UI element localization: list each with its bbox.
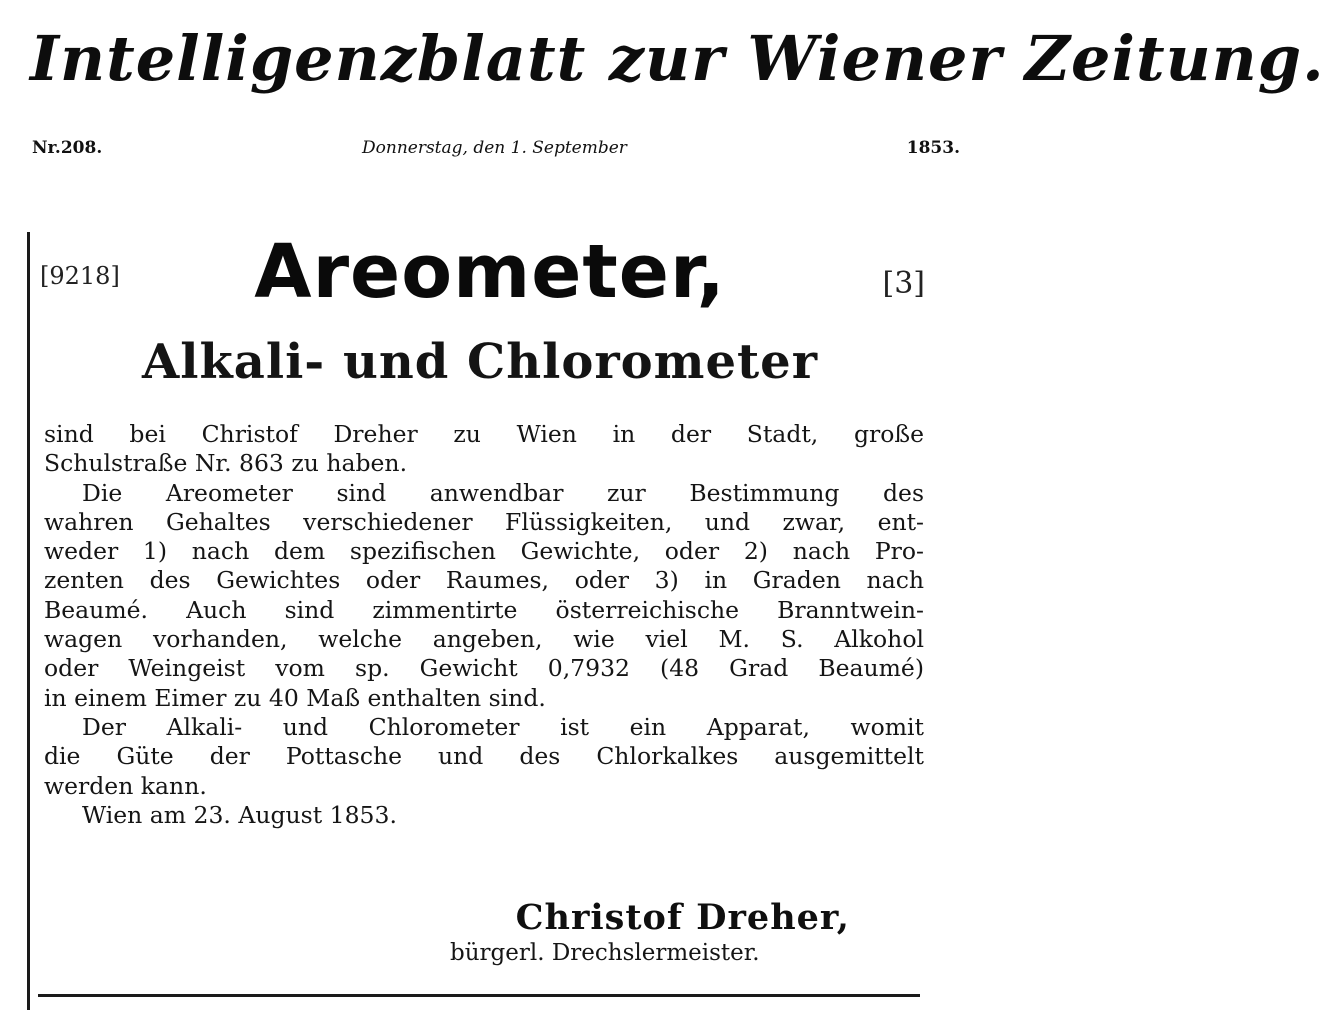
body-line: sind bei Christof Dreher zu Wien in der Stadt, große <box>44 420 924 448</box>
signature-block <box>430 898 850 968</box>
body-line: Schulstraße Nr. 863 zu haben. <box>44 449 408 478</box>
issue-number: Nr.208. <box>32 138 103 158</box>
newspaper-title: Intelligenzblatt zur Wiener Zeitung. <box>30 22 1325 95</box>
advertisement-subheadline: Alkali- und Chlorometer <box>142 334 818 390</box>
body-line: weder 1) nach dem spezifischen Gewichte, oder 2) nach Pro- <box>44 537 924 566</box>
body-line: die Güte der Pottasche und des Chlorkalkes ausgemittelt <box>44 742 924 771</box>
body-line: Die Areometer sind anwendbar zur Bestimmung des <box>82 478 924 507</box>
body-line: Der Alkali- und Chlorometer ist ein Apparat, womit <box>82 712 924 741</box>
body-line: oder Weingeist vom sp. Gewicht 0,7932 (48 Grad Beaumé) <box>44 654 924 683</box>
advertisement-bottom-rule <box>38 994 920 997</box>
body-line: wagen vorhanden, welche angeben, wie viel M. S. Alkohol <box>44 625 924 654</box>
advertisement-left-border <box>27 232 30 1010</box>
advertisement-number: [9218] <box>40 262 120 290</box>
issue-date: Donnerstag, den 1. September <box>362 138 627 158</box>
body-line: werden kann. <box>44 771 207 800</box>
signature-title: bürgerl. Drechslermeister. <box>450 940 760 966</box>
advertisement-body <box>44 420 924 830</box>
issue-year: 1853. <box>906 138 960 158</box>
insertion-count: [3] <box>882 266 925 301</box>
masthead <box>0 0 1325 170</box>
dateline: Wien am 23. August 1853. <box>82 800 397 829</box>
body-line: zenten des Gewichtes oder Raumes, oder 3) in Graden nach <box>44 566 924 595</box>
body-line: Beaumé. Auch sind zimmentirte österreichische Branntwein- <box>44 595 924 624</box>
body-line: wahren Gehaltes verschiedener Flüssigkeiten, und zwar, ent- <box>44 507 924 536</box>
signature-name: Christof Dreher, <box>515 897 850 938</box>
advertisement-headline: Areometer, <box>254 229 726 315</box>
body-line: in einem Eimer zu 40 Maß enthalten sind. <box>44 683 546 712</box>
